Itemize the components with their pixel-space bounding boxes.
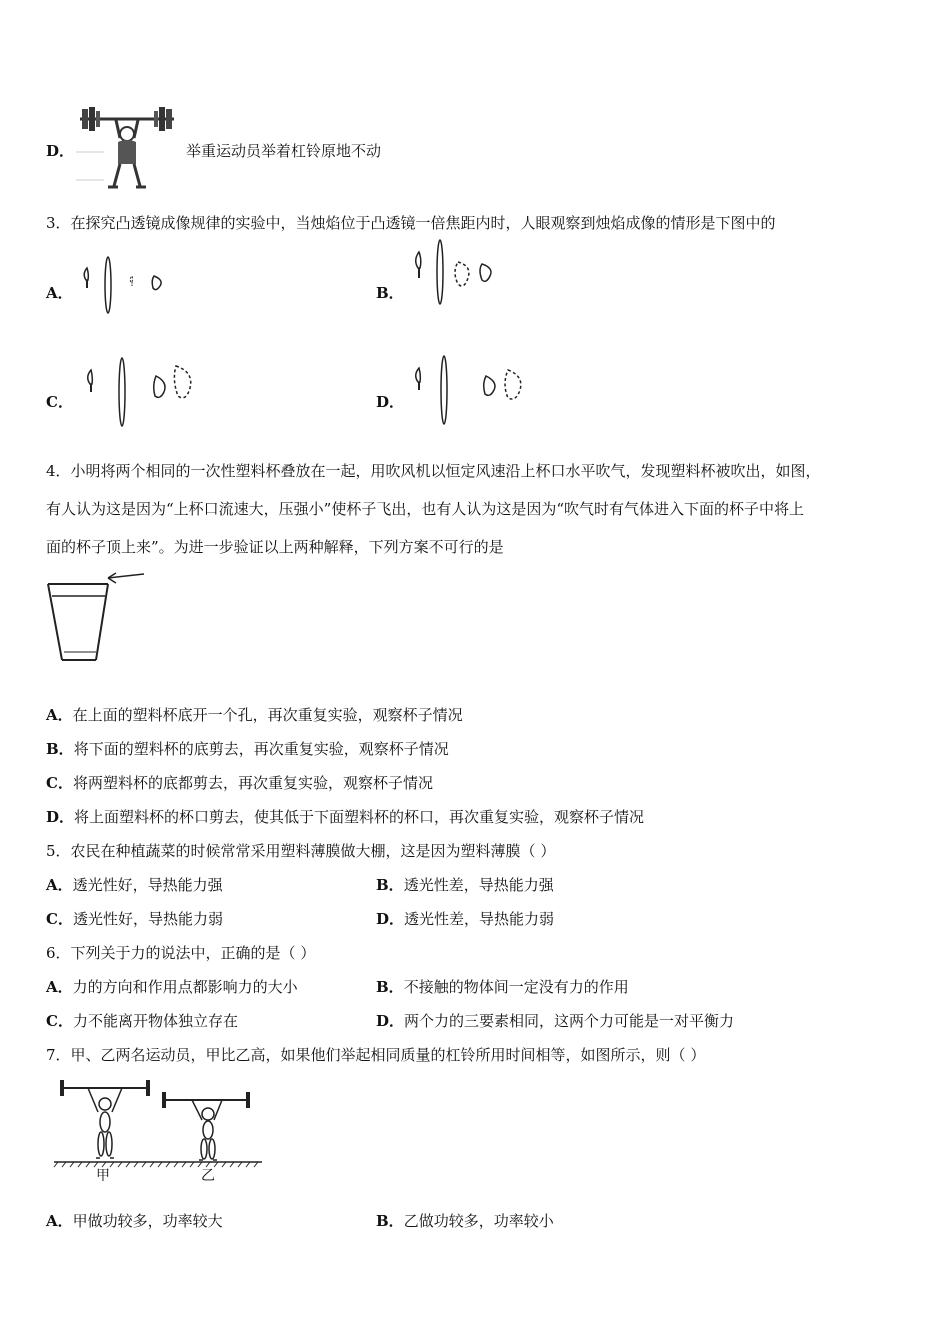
q4-stem-line-2: 有人认为这是因为“上杯口流速大，压强小”使杯子飞出，也有人认为这是因为“吹气时有气体进入下面的杯子中将上 bbox=[46, 500, 805, 518]
q6-option-d: D．两个力的三要素相同，这两个力可能是一对平衡力 bbox=[376, 1012, 735, 1030]
q3-option-d-figure bbox=[406, 352, 526, 428]
q6-option-b: B．不接触的物体间一定没有力的作用 bbox=[376, 978, 629, 996]
q7-option-b: B．乙做功较多，功率较小 bbox=[376, 1212, 554, 1230]
q3-option-a-figure bbox=[78, 254, 178, 316]
q2-option-d-label: D． bbox=[46, 142, 75, 160]
q3-option-b-figure bbox=[406, 236, 506, 316]
q3-option-b-label: B． bbox=[376, 284, 404, 302]
figure-label-yi: 乙 bbox=[201, 1168, 215, 1184]
q3-option-a-label: A． bbox=[46, 284, 73, 302]
q5-option-a: A．透光性好，导热能力强 bbox=[46, 876, 223, 894]
q4-option-b: B．将下面的塑料杯的底剪去，再次重复实验，观察杯子情况 bbox=[46, 740, 449, 758]
figure-label-jia: 甲 bbox=[96, 1168, 110, 1184]
q3-option-c-figure bbox=[78, 354, 198, 430]
two-lifters-figure bbox=[52, 1074, 266, 1190]
q4-stem-line-1: 4．小明将两个相同的一次性塑料杯叠放在一起，用吹风机以恒定风速沿上杯口水平吹气，发现塑料杯被吹出，如图， bbox=[46, 462, 821, 480]
q6-option-c: C．力不能离开物体独立存在 bbox=[46, 1012, 238, 1030]
q3-option-d-label: D． bbox=[376, 393, 405, 411]
q4-option-c: C．将两塑料杯的底都剪去，再次重复实验，观察杯子情况 bbox=[46, 774, 433, 792]
q2-option-d-text: 举重运动员举着杠铃原地不动 bbox=[186, 142, 382, 160]
q4-option-d: D．将上面塑料杯的杯口剪去，使其低于下面塑料杯的杯口，再次重复实验，观察杯子情况 bbox=[46, 808, 645, 826]
cups-figure bbox=[44, 568, 154, 668]
q3-option-c-label: C． bbox=[46, 393, 73, 411]
q6-stem: 6．下列关于力的说法中，正确的是（ ） bbox=[46, 944, 316, 962]
q5-option-d: D．透光性差，导热能力弱 bbox=[376, 910, 555, 928]
q4-stem-line-3: 面的杯子顶上来”。为进一步验证以上两种解释，下列方案不可行的是 bbox=[46, 538, 504, 556]
q7-stem: 7．甲、乙两名运动员，甲比乙高，如果他们举起相同质量的杠铃所用时间相等，如图所示，则（ ） bbox=[46, 1046, 706, 1064]
weightlifter-figure bbox=[74, 104, 180, 192]
q6-option-a: A．力的方向和作用点都影响力的大小 bbox=[46, 978, 298, 996]
q3-stem: 3．在探究凸透镜成像规律的实验中，当烛焰位于凸透镜一倍焦距内时，人眼观察到烛焰成像的情形是下图中的 bbox=[46, 214, 776, 232]
q5-option-b: B．透光性差，导热能力强 bbox=[376, 876, 554, 894]
q5-stem: 5．农民在种植蔬菜的时候常常采用塑料薄膜做大棚，这是因为塑料薄膜（ ） bbox=[46, 842, 556, 860]
q4-option-a: A．在上面的塑料杯底开一个孔，再次重复实验，观察杯子情况 bbox=[46, 706, 463, 724]
q7-option-a: A．甲做功较多，功率较大 bbox=[46, 1212, 223, 1230]
q5-option-c: C．透光性好，导热能力弱 bbox=[46, 910, 223, 928]
